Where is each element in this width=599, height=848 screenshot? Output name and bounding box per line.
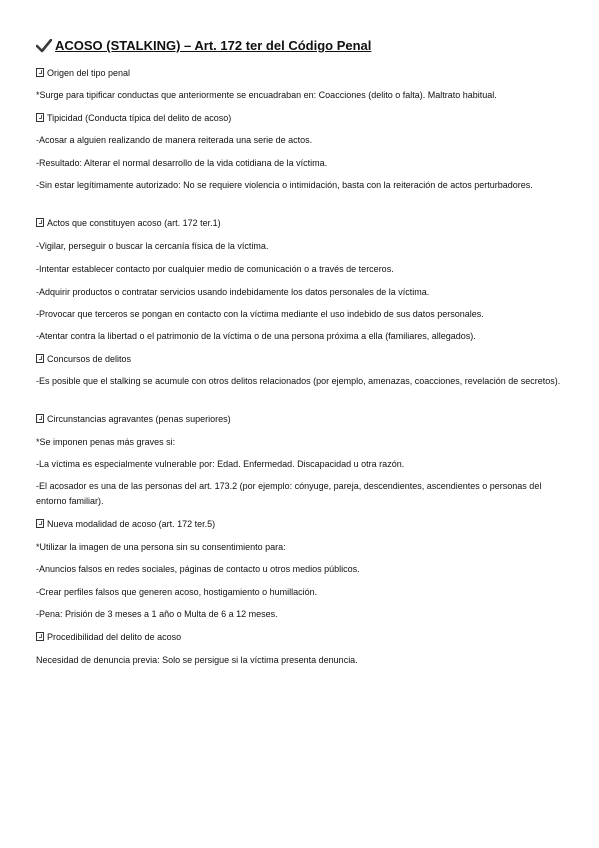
line-text: Concursos de delitos	[47, 354, 132, 364]
line-text: *Se imponen penas más graves si:	[36, 437, 176, 447]
paragraph-line	[36, 307, 563, 321]
line-text: *Utilizar la imagen de una persona sin su consentimiento para:	[36, 542, 286, 552]
line-text: -La víctima es especialmente vulnerable por: Edad. Enfermedad. Discapacidad u otra razón.	[36, 459, 405, 469]
line-text: -Adquirir productos o contratar servicios usando indebidamente los datos personales de la víctima.	[36, 287, 430, 297]
paragraph-line	[36, 562, 563, 576]
paragraph-line	[36, 653, 563, 667]
section-heading	[36, 352, 563, 366]
paragraph-line	[36, 540, 563, 554]
line-text: *Surge para tipificar conductas que anteriormente se encuadraban en: Coacciones (delito o falta). Maltrato habitual.	[36, 90, 497, 100]
line-text: Tipicidad (Conducta típica del delito de acoso)	[47, 113, 232, 123]
paragraph-line	[36, 607, 563, 621]
section-heading	[36, 517, 563, 531]
line-text: Procedibilidad del delito de acoso	[47, 632, 182, 642]
line-text: -Sin estar legítimamente autorizado: No se requiere violencia o intimidación, basta con la reiteración de actos perturbadores.	[36, 180, 533, 190]
line-text: -Provocar que terceros se pongan en contacto con la víctima mediante el uso indebido de sus datos personales.	[36, 309, 484, 319]
line-text: -Atentar contra la libertad o el patrimonio de la víctima o de una persona próxima a ella (familiares, allegados).	[36, 331, 476, 341]
line-text: -Pena: Prisión de 3 meses a 1 año o Multa de 6 a 12 meses.	[36, 609, 278, 619]
line-text: -Crear perfiles falsos que generen acoso, hostigamiento o humillación.	[36, 587, 318, 597]
line-text: Actos que constituyen acoso (art. 172 ter.1)	[47, 218, 221, 228]
checkbox-icon	[36, 632, 44, 641]
title-text: ACOSO (STALKING) – Art. 172 ter del Código Penal	[55, 38, 372, 53]
paragraph-line	[36, 435, 563, 449]
line-text: Necesidad de denuncia previa: Solo se persigue si la víctima presenta denuncia.	[36, 655, 358, 665]
paragraph-line	[36, 239, 563, 253]
line-text: -Resultado: Alterar el normal desarrollo de la vida cotidiana de la víctima.	[36, 158, 328, 168]
paragraph-line	[36, 156, 563, 170]
paragraph-line	[36, 374, 563, 389]
line-text: Nueva modalidad de acoso (art. 172 ter.5)	[47, 519, 216, 529]
section-heading	[36, 216, 563, 230]
paragraph-line	[36, 178, 563, 193]
paragraph-line	[36, 585, 563, 599]
line-text: -Anuncios falsos en redes sociales, páginas de contacto u otros medios públicos.	[36, 564, 360, 574]
paragraph-line	[36, 329, 563, 343]
paragraph-line	[36, 479, 563, 509]
paragraph-line	[36, 88, 563, 102]
checkbox-icon	[36, 68, 44, 77]
checkbox-icon	[36, 519, 44, 528]
checkbox-icon	[36, 414, 44, 423]
line-text: -Intentar establecer contacto por cualquier medio de comunicación o a través de terceros.	[36, 264, 394, 274]
paragraph-line	[36, 262, 563, 276]
line-text: -El acosador es una de las personas del art. 173.2 (por ejemplo: cónyuge, pareja, descendientes, ascendientes o personas del entorno familiar).	[36, 481, 542, 506]
line-text: Origen del tipo penal	[47, 68, 131, 78]
section-heading	[36, 412, 563, 426]
paragraph-line	[36, 285, 563, 299]
line-text: Circunstancias agravantes (penas superiores)	[47, 414, 231, 424]
checkbox-icon	[36, 113, 44, 122]
document-title	[36, 38, 371, 53]
paragraph-line	[36, 457, 563, 471]
section-heading	[36, 630, 563, 644]
section-heading	[36, 66, 563, 80]
section-heading	[36, 111, 563, 125]
line-text: -Es posible que el stalking se acumule con otros delitos relacionados (por ejemplo, amenazas, coacciones, revelación de secretos).	[36, 376, 561, 386]
checkbox-icon	[36, 354, 44, 363]
line-text: -Acosar a alguien realizando de manera reiterada una serie de actos.	[36, 135, 313, 145]
checkbox-icon	[36, 218, 44, 227]
line-text: -Vigilar, perseguir o buscar la cercanía física de la víctima.	[36, 241, 269, 251]
check-icon	[36, 39, 52, 53]
paragraph-line	[36, 133, 563, 147]
